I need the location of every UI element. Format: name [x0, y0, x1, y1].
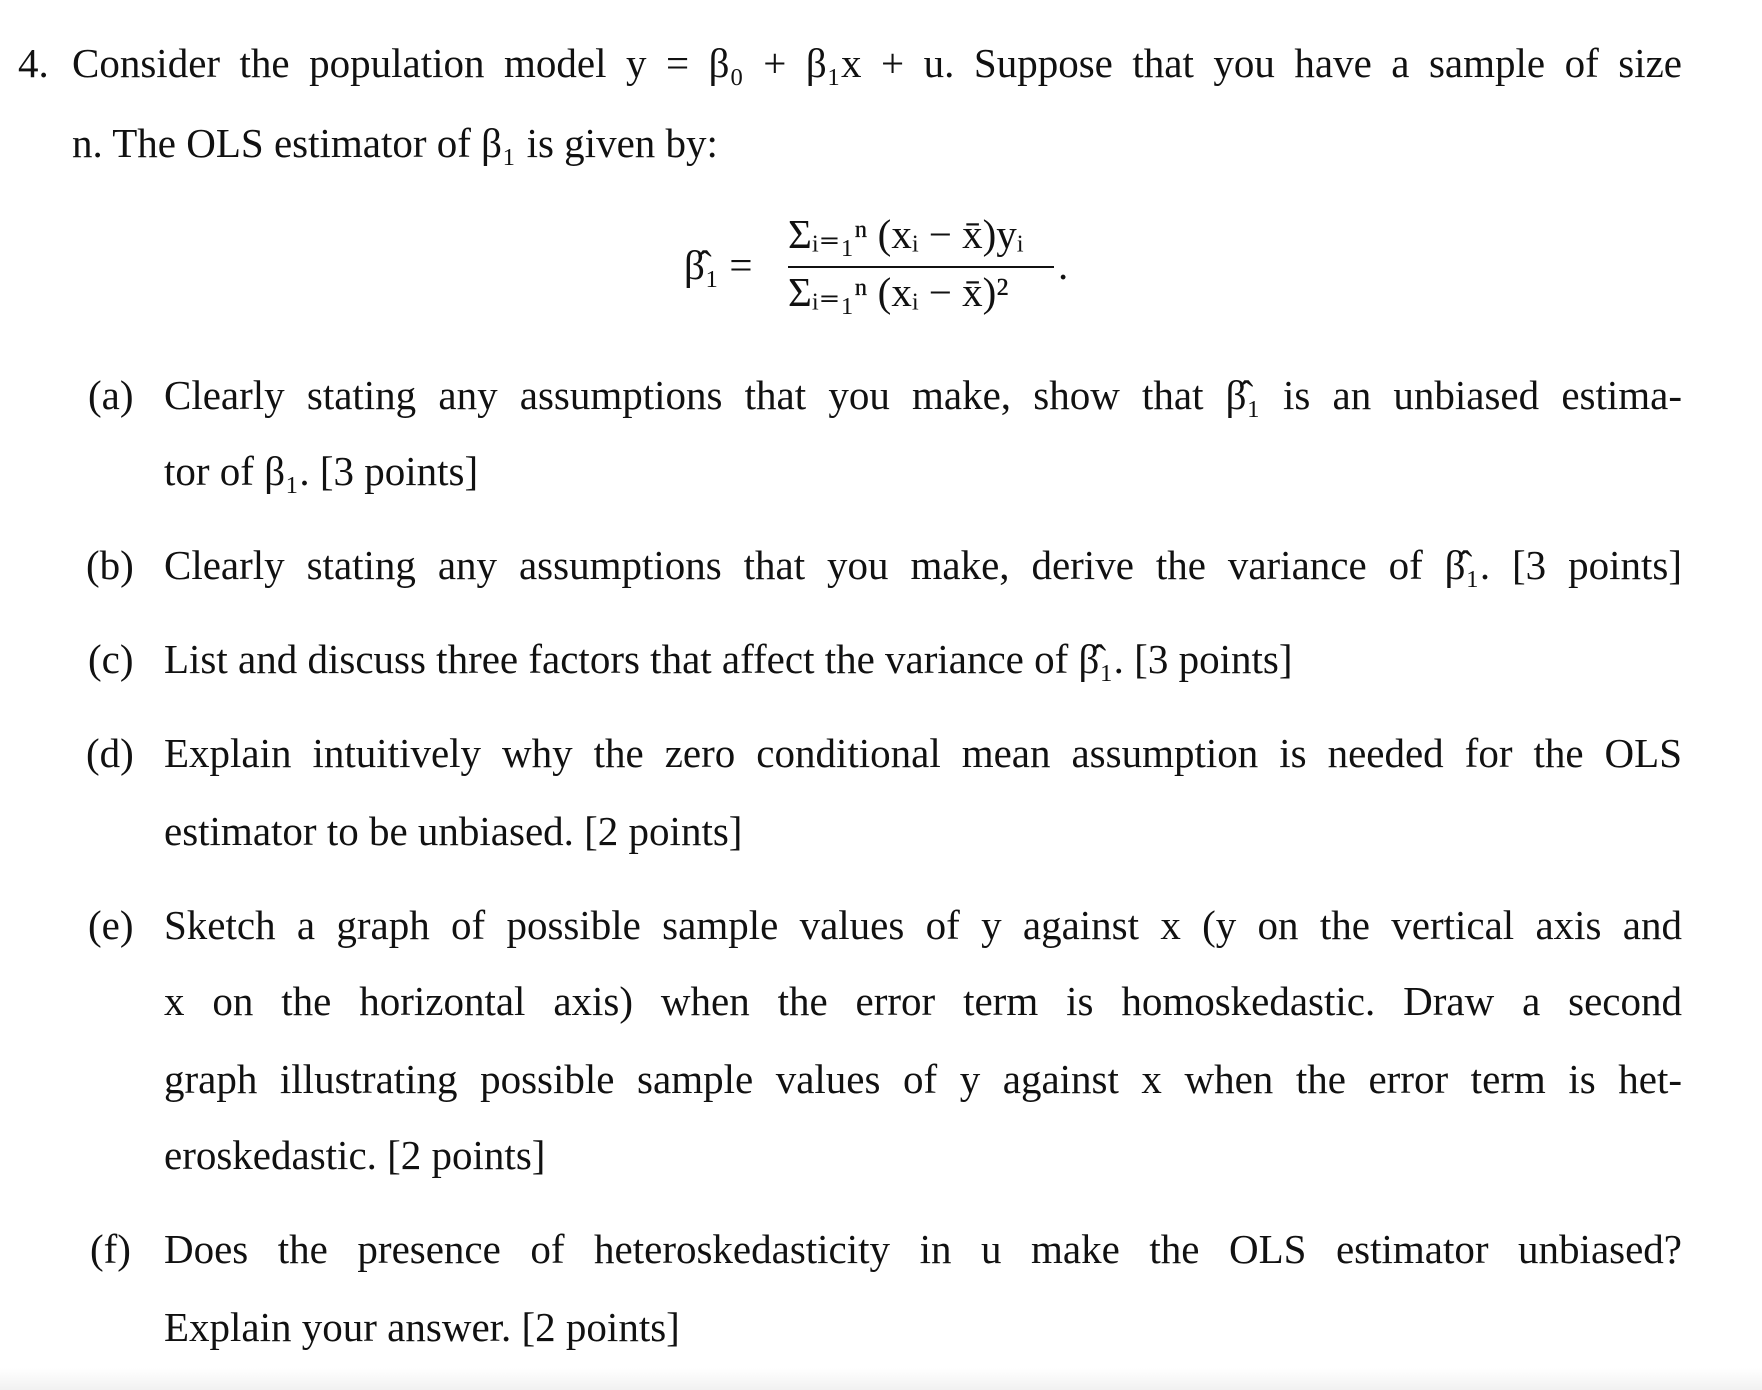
formula-lhs: β̂₁ = — [684, 242, 753, 288]
question-intro-line-1: Consider the population model y = β₀ + β₁x + u. Suppose that you have a sample of size — [72, 40, 1682, 86]
question-number: 4. — [18, 40, 49, 86]
part-b-line-1: Clearly stating any assumptions that you make, derive the variance of β̂₁. [3 points] — [164, 542, 1682, 588]
part-d-label: (d) — [86, 730, 134, 776]
part-b-label: (b) — [86, 542, 134, 588]
part-a-line-2: tor of β₁. [3 points] — [164, 448, 479, 494]
part-d-line-2: estimator to be unbiased. [2 points] — [164, 808, 743, 854]
page-bottom-edge — [0, 1368, 1762, 1390]
part-e-line-4: eroskedastic. [2 points] — [164, 1132, 546, 1178]
part-e-line-1: Sketch a graph of possible sample values of y against x (y on the vertical axis and — [164, 902, 1682, 948]
part-f-line-2: Explain your answer. [2 points] — [164, 1304, 680, 1350]
part-f-label: (f) — [90, 1226, 131, 1272]
part-a-line-1: Clearly stating any assumptions that you make, show that β̂₁ is an unbiased estima- — [164, 372, 1682, 418]
part-e-label: (e) — [88, 902, 134, 948]
question-intro-line-2: n. The OLS estimator of β₁ is given by: — [72, 120, 718, 166]
part-d-line-1: Explain intuitively why the zero conditional mean assumption is needed for the OLS — [164, 730, 1682, 776]
part-c-label: (c) — [88, 636, 134, 682]
formula-trailing-period: . — [1058, 242, 1069, 288]
part-f-line-1: Does the presence of heteroskedasticity in u make the OLS estimator unbiased? — [164, 1226, 1682, 1272]
part-e-line-3: graph illustrating possible sample values of y against x when the error term is het- — [164, 1056, 1682, 1102]
formula-numerator: Σᵢ₌₁ⁿ (xᵢ − x̄)yᵢ — [788, 211, 1024, 257]
part-c-line-1: List and discuss three factors that affect the variance of β̂₁. [3 points] — [164, 636, 1293, 682]
part-e-line-2: x on the horizontal axis) when the error term is homoskedastic. Draw a second — [164, 978, 1682, 1024]
formula-denominator: Σᵢ₌₁ⁿ (xᵢ − x̄)² — [788, 269, 1009, 315]
part-a-label: (a) — [88, 372, 134, 418]
